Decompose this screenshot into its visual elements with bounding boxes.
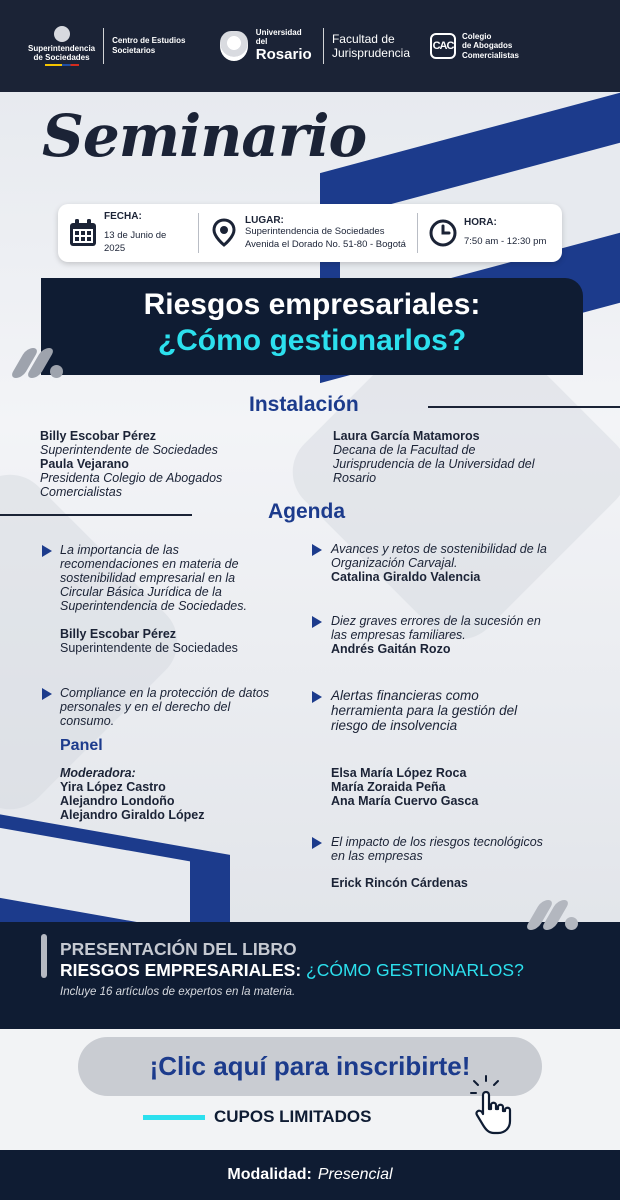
book-title-b: ¿CÓMO GESTIONARLOS? (306, 960, 524, 980)
fecha-label: FECHA: (104, 211, 142, 223)
install-speaker-name: Laura García Matamoros (333, 429, 480, 443)
modalidad-value: Presencial (317, 1166, 393, 1183)
agenda-topic: Diez graves errores de la sucesión en las empresas familiares. (331, 614, 541, 642)
clock-icon (428, 218, 458, 248)
flag-stripe-icon (45, 64, 79, 66)
install-speaker-role: Decana de la Facultad de Jurisprudencia de la Universidad del Rosario (333, 443, 535, 485)
book-title-a: RIESGOS EMPRESARIALES: (60, 960, 307, 980)
topic-line2: ¿Cómo gestionarlos? (157, 324, 467, 357)
install-speaker-name: Billy Escobar Pérez (40, 429, 157, 443)
agenda-topic: Compliance en la protección de datos personales y en el derecho del consumo. (60, 686, 270, 728)
panel-members-right: Elsa María López Roca María Zoraida Peña Ana María Cuervo Gasca (331, 766, 479, 808)
fecha-value: 13 de Junio de 2025 (104, 230, 167, 254)
agenda-speaker-name: Erick Rincón Cárdenas (331, 876, 468, 890)
lugar-label: LUGAR: (245, 215, 284, 227)
location-pin-icon (209, 218, 239, 248)
agenda-speaker-name: Billy Escobar Pérez (60, 627, 177, 641)
panel-title: Panel (60, 737, 103, 754)
install-speaker-role: Superintendente de Sociedades (40, 443, 218, 457)
cupos-limitados: CUPOS LIMITADOS (214, 1107, 372, 1126)
panel-members-left: Yira López Castro Alejandro Londoño Alejandro Giraldo López (60, 780, 205, 822)
topic-banner (41, 278, 583, 375)
cta-area (0, 1029, 620, 1150)
hora-label: HORA: (464, 217, 497, 229)
section-divider (428, 406, 620, 408)
info-fecha (58, 204, 198, 262)
agenda-topic: Avances y retos de sostenibilidad de la Organización Carvajal. (331, 542, 547, 570)
book-accent-bar (41, 934, 47, 978)
moderadora-label: Moderadora: (60, 766, 136, 780)
rosario-small: Universidad del (255, 27, 302, 46)
book-heading: PRESENTACIÓN DEL LIBRO (60, 939, 297, 959)
agenda-topic: Alertas financieras como herramienta para la gestión del riesgo de insolvencia (331, 688, 518, 734)
agenda-speaker-role: Superintendente de Sociedades (60, 641, 238, 655)
cac-logo (430, 32, 519, 60)
logo-divider (323, 28, 324, 64)
event-info-card (58, 204, 562, 262)
agenda-topic: El impacto de los riesgos tecnológicos en las empresas (331, 835, 543, 863)
colombia-crest-icon (54, 26, 70, 42)
footer-bar (0, 1150, 620, 1200)
agenda-speaker-name: Catalina Giraldo Valencia (331, 570, 481, 584)
topic-line1: Riesgos empresariales: (143, 288, 481, 321)
rosario-logo (220, 28, 410, 64)
book-presentation-band (0, 922, 620, 1029)
hora-value: 7:50 am - 12:30 pm (464, 236, 547, 248)
rosario-faculty: Facultad de Jurisprudencia (331, 31, 410, 60)
cupos-accent-line (143, 1115, 205, 1120)
supersoc-subtitle: Centro de Estudios Societarios (112, 36, 186, 55)
cac-name: Colegio de Abogados Comercialistas (462, 32, 519, 60)
rosario-crest-icon (220, 31, 248, 61)
supersoc-name: Superintendencia de Sociedades (28, 43, 96, 62)
logo-divider (103, 28, 104, 64)
info-hora (418, 204, 558, 262)
agenda-title: Agenda (268, 500, 346, 523)
book-title (60, 960, 524, 981)
install-speaker-role: Presidenta Colegio de Abogados Comercialistas (40, 471, 223, 499)
modalidad-label: Modalidad: (227, 1166, 312, 1183)
agenda-speaker-name: Andrés Gaitán Rozo (331, 642, 451, 656)
book-description: Incluye 16 artículos de expertos en la materia. (60, 986, 296, 998)
instalacion-title: Instalación (249, 393, 359, 416)
rosario-big: Rosario (255, 45, 312, 63)
pointer-hand-icon (470, 1075, 520, 1135)
agenda-topic: La importancia de las recomendaciones en materia de sostenibilidad empresarial en la Circular Básica Jurídica de la Superintendencia de Sociedades. (60, 543, 247, 613)
register-button[interactable]: ¡Clic aquí para inscribirte! (78, 1037, 542, 1096)
info-lugar (199, 204, 417, 262)
lugar-line1: Superintendencia de Sociedades (245, 226, 385, 238)
header-bar (0, 0, 620, 92)
brand-mark-icon (18, 348, 63, 378)
calendar-icon (68, 218, 98, 248)
install-speaker-name: Paula Vejarano (40, 457, 129, 471)
brand-mark-icon (533, 900, 578, 930)
supersociedades-logo (28, 26, 198, 66)
cac-mark-icon: CAC (430, 33, 456, 59)
lugar-line2: Avenida el Dorado No. 51-80 - Bogotá (245, 238, 406, 250)
section-divider (0, 514, 192, 516)
seminar-title: Seminario (42, 102, 367, 170)
